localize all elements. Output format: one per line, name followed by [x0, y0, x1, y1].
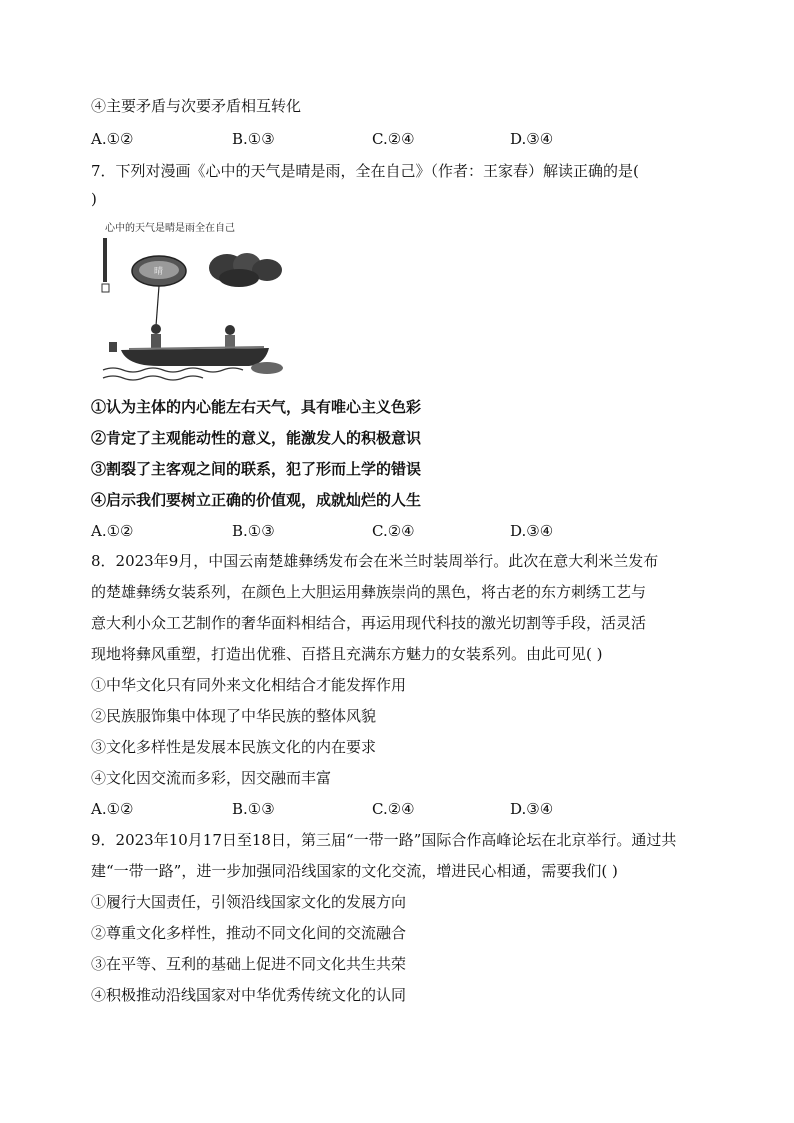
q7-item-1: ①认为主体的内心能左右天气，具有唯心主义色彩 — [91, 398, 422, 416]
storm-cloud — [209, 253, 282, 287]
q6-item-4: ④主要矛盾与次要矛盾相互转化 — [91, 97, 302, 115]
boat-hull — [121, 348, 269, 366]
q7-stem-line-2: ) — [91, 190, 97, 208]
q6-option-a: A.①② — [91, 130, 134, 148]
man-left — [151, 324, 161, 348]
q8-stem-line-1: 8．2023年9月，中国云南楚雄彝绣发布会在米兰时装周举行。此次在意大利米兰发布 — [91, 552, 659, 570]
q6-option-d: D.③④ — [510, 130, 554, 148]
q8-stem-line-2: 的楚雄彝绣女装系列，在颜色上大胆运用彝族崇尚的黑色，将古老的东方刺绣工艺与 — [91, 583, 647, 601]
q9-item-1: ①履行大国责任，引领沿线国家文化的发展方向 — [91, 893, 407, 911]
q9-stem-line-1: 9．2023年10月17日至18日，第三届“一带一路”国际合作高峰论坛在北京举行。通过共 — [91, 831, 677, 849]
water-waves — [103, 368, 243, 380]
q7-item-4: ④启示我们要树立正确的价值观，成就灿烂的人生 — [91, 491, 422, 509]
q8-stem-line-4: 现地将彝风重塑，打造出优雅、百搭且充满东方魅力的女装系列。由此可见( ) — [91, 645, 603, 663]
q8-stem-line-3: 意大利小众工艺制作的奢华面料相结合，再运用现代科技的激光切割等手段，活灵活 — [91, 614, 647, 632]
q7-item-3: ③割裂了主客观之间的联系，犯了形而上学的错误 — [91, 460, 422, 478]
q9-item-4: ④积极推动沿线国家对中华优秀传统文化的认同 — [91, 986, 407, 1004]
bank-figure — [109, 342, 117, 352]
q7-stem-line-1: 7．下列对漫画《心中的天气是晴是雨，全在自己》（作者：王家春）解读正确的是( — [91, 162, 639, 180]
man-right — [225, 325, 235, 349]
q7-option-b: B.①③ — [232, 522, 275, 540]
q8-option-a: A.①② — [91, 800, 134, 818]
q6-option-b: B.①③ — [232, 130, 275, 148]
q9-item-3: ③在平等、互利的基础上促进不同文化共生共荣 — [91, 955, 407, 973]
q8-option-d: D.③④ — [510, 800, 554, 818]
q9-item-2: ②尊重文化多样性，推动不同文化间的交流融合 — [91, 924, 407, 942]
balloon-string — [156, 286, 159, 326]
sunny-cloud-label: 晴 — [154, 267, 164, 277]
q8-item-1: ①中华文化只有同外来文化相结合才能发挥作用 — [91, 676, 407, 694]
q7-option-d: D.③④ — [510, 522, 554, 540]
q6-option-c: C.②④ — [372, 130, 415, 148]
cartoon-illustration — [99, 218, 291, 384]
q8-option-c: C.②④ — [372, 800, 415, 818]
q7-option-c: C.②④ — [372, 522, 415, 540]
q7-cartoon — [99, 218, 291, 384]
cartoon-seal-stamp — [102, 284, 109, 292]
q9-stem-line-2: 建“一带一路”，进一步加强同沿线国家的文化交流，增进民心相通，需要我们( ) — [91, 862, 618, 880]
q8-item-2: ②民族服饰集中体现了中华民族的整体风貌 — [91, 707, 377, 725]
q7-item-2: ②肯定了主观能动性的意义，能激发人的积极意识 — [91, 429, 422, 447]
cartoon-caption: 心中的天气是晴是雨全在自己 — [105, 223, 235, 234]
q8-item-4: ④文化因交流而多彩，因交融而丰富 — [91, 769, 332, 787]
fish-shape — [251, 362, 283, 374]
q8-option-b: B.①③ — [232, 800, 275, 818]
q8-item-3: ③文化多样性是发展本民族文化的内在要求 — [91, 738, 377, 756]
q7-option-a: A.①② — [91, 522, 134, 540]
cartoon-seal-strip — [103, 238, 107, 282]
